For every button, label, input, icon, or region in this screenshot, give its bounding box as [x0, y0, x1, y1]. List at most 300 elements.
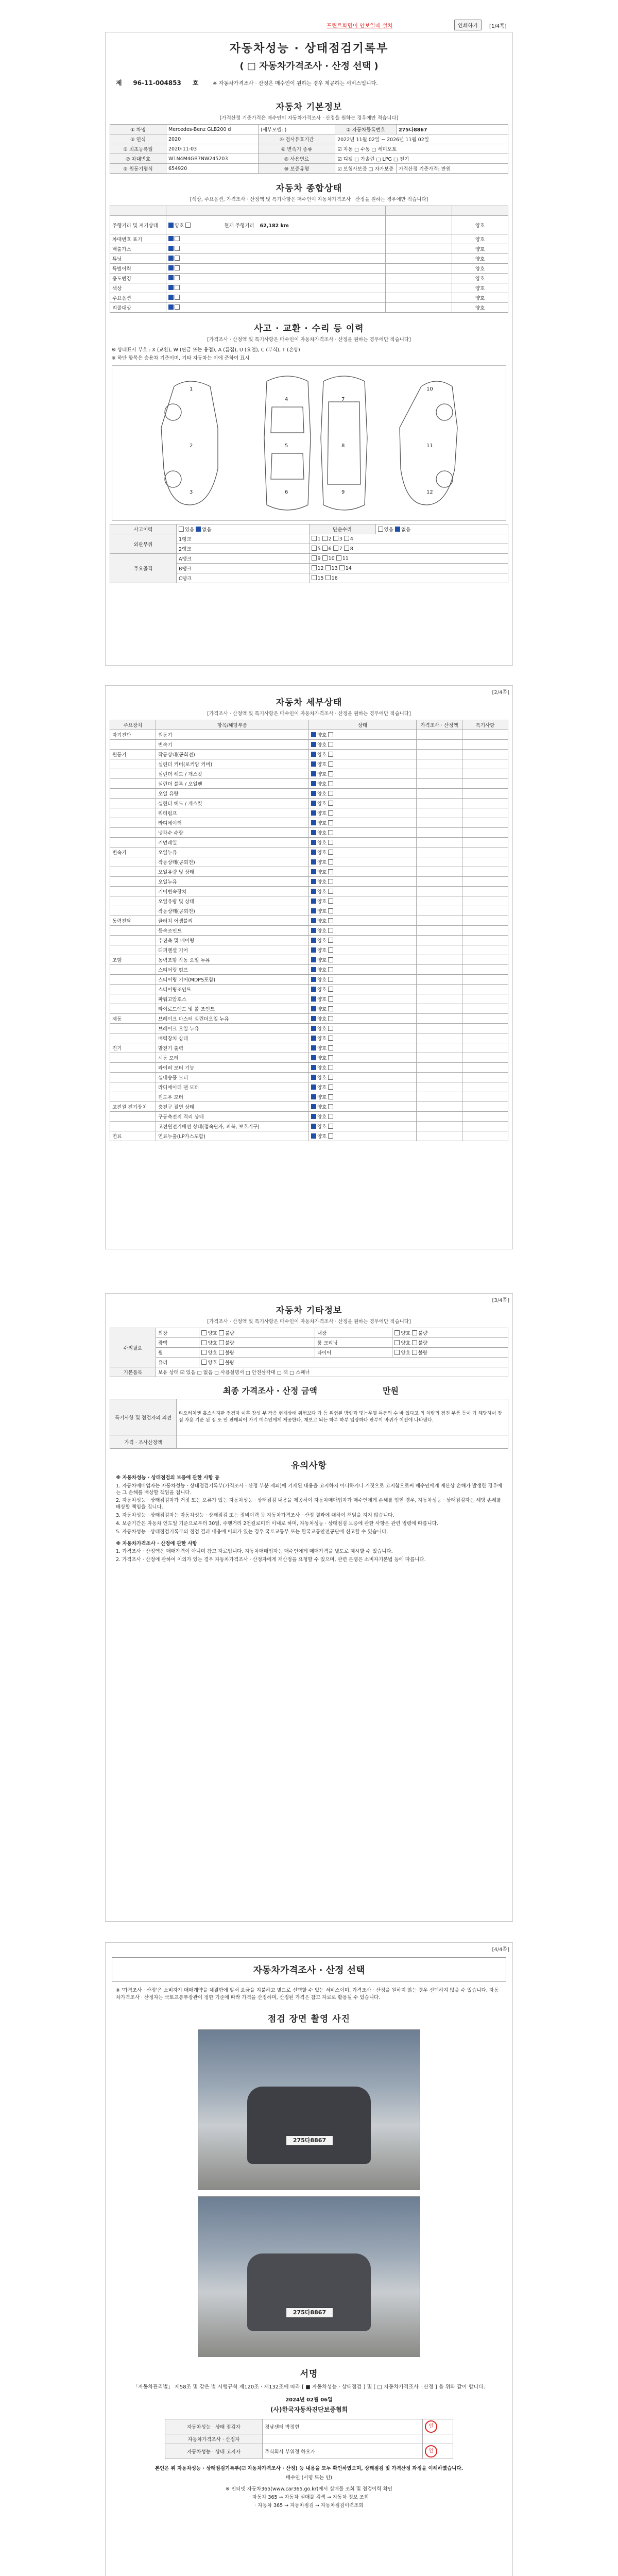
- ok-label: 양호: [317, 889, 327, 895]
- checkbox[interactable]: [311, 1124, 316, 1129]
- checkbox[interactable]: [168, 295, 174, 300]
- accident-title: 사고 · 교환 · 수리 등 이력: [254, 324, 364, 334]
- cell: [309, 1014, 417, 1024]
- cell: [166, 293, 386, 303]
- checkbox[interactable]: [311, 1016, 316, 1021]
- checkbox[interactable]: [328, 1036, 333, 1041]
- table-row: [110, 1082, 508, 1092]
- checkbox[interactable]: [328, 791, 333, 796]
- cell: [417, 965, 462, 975]
- checkbox[interactable]: [311, 820, 316, 825]
- ok-label: 양호: [317, 968, 327, 973]
- checkbox[interactable]: [311, 899, 316, 904]
- detail-title: 자동차 세부상태: [276, 698, 342, 708]
- checkbox[interactable]: [201, 1350, 207, 1355]
- checkbox[interactable]: [311, 1094, 316, 1099]
- checkbox[interactable]: [328, 1124, 333, 1129]
- cautions-title: 유의사항: [291, 1461, 327, 1471]
- ok-label: 양호: [317, 1134, 327, 1140]
- cell: [417, 1014, 462, 1024]
- checkbox[interactable]: [311, 1036, 316, 1041]
- table-row: [110, 1435, 508, 1449]
- cell: 양호 불량: [199, 1328, 315, 1338]
- cell: 연료누출(LP가스포함): [156, 1131, 309, 1141]
- diagram-label: 8: [341, 443, 345, 449]
- cell: [110, 1053, 156, 1063]
- table-row: [110, 524, 508, 534]
- ok-label: 양호: [317, 948, 327, 954]
- cell: 오일유량 및 상태: [156, 867, 309, 877]
- ok-label: 양호: [317, 850, 327, 856]
- cell: 양호 불량: [199, 1348, 315, 1358]
- checkbox[interactable]: [394, 1330, 400, 1335]
- cell: 스티어링 펌프: [156, 965, 309, 975]
- checkbox[interactable]: [311, 967, 316, 972]
- checkbox[interactable]: [322, 546, 328, 551]
- caution-item: 4. 보증기간은 자동차 인도일 기준으로부터 30일, 주행거리 2천킬로미터 이내로 하며, 자동차성능 · 상태점검 보증에 관한 사항은 관련 법령에 따릅니다.: [116, 1520, 438, 1527]
- cell: 변속기: [110, 848, 156, 857]
- checkbox[interactable]: [328, 879, 333, 884]
- cell: 양호 불량: [199, 1338, 315, 1348]
- checkbox[interactable]: [328, 928, 333, 933]
- ok-label: 양호: [317, 801, 327, 807]
- install-link[interactable]: 프린트화면이 안보일때 설치: [327, 23, 393, 29]
- cell: B랭크: [177, 564, 310, 573]
- checkbox[interactable]: [168, 236, 174, 241]
- checkbox[interactable]: [333, 536, 338, 541]
- cell: 사고이력: [110, 524, 177, 534]
- ok-label: 양호: [317, 1065, 327, 1071]
- cell: [417, 1053, 462, 1063]
- cell: 추진축 및 베어링: [156, 936, 309, 945]
- checkbox[interactable]: [339, 565, 345, 570]
- cell: 양호 불량: [392, 1328, 508, 1338]
- cell: [417, 906, 462, 916]
- checkbox[interactable]: [328, 810, 333, 816]
- ok-label: 양호: [317, 1026, 327, 1032]
- checkbox[interactable]: [312, 536, 317, 541]
- checkbox[interactable]: [336, 555, 341, 561]
- cell: [309, 789, 417, 799]
- checkbox[interactable]: [219, 1330, 224, 1335]
- checkbox[interactable]: [311, 1133, 316, 1139]
- cell: [110, 857, 156, 867]
- cell: [462, 740, 508, 750]
- column-header: 상태: [309, 720, 417, 730]
- checkbox[interactable]: [311, 879, 316, 884]
- checkbox[interactable]: [311, 1075, 316, 1080]
- checkbox[interactable]: [201, 1330, 207, 1335]
- cell: [462, 857, 508, 867]
- basic-info-title: 자동차 기본정보: [276, 102, 342, 112]
- checkbox[interactable]: [175, 275, 180, 280]
- cell: [309, 936, 417, 945]
- table-row: [165, 2419, 453, 2434]
- checkbox[interactable]: [219, 1350, 224, 1355]
- column-header: 가격조사 · 산정액: [417, 720, 462, 730]
- checkbox[interactable]: [328, 1045, 333, 1050]
- checkbox[interactable]: [328, 967, 333, 972]
- checkbox[interactable]: [168, 275, 174, 280]
- ok-label: 양호: [317, 938, 327, 944]
- print-button[interactable]: 인쇄하기: [454, 20, 482, 30]
- document-title: 자동차성능 · 상태점검기록부: [229, 42, 389, 55]
- ok-label: 양호: [317, 742, 327, 748]
- checkbox[interactable]: [168, 285, 174, 290]
- ok-label: 양호: [317, 879, 327, 885]
- checkbox[interactable]: [196, 527, 201, 532]
- checkbox[interactable]: [311, 850, 316, 855]
- checkbox[interactable]: [311, 742, 316, 747]
- page-3: [105, 1293, 513, 1922]
- checkbox[interactable]: [311, 947, 316, 953]
- cell: [110, 1082, 156, 1092]
- cell: 타이어: [315, 1348, 392, 1358]
- cell: 제동: [110, 1014, 156, 1024]
- checkbox[interactable]: [311, 732, 316, 737]
- cell: [417, 759, 462, 769]
- checkbox[interactable]: [311, 987, 316, 992]
- column-header: 항목/해당부품: [156, 720, 309, 730]
- cell: [166, 283, 386, 293]
- checkbox[interactable]: [328, 761, 333, 767]
- checkbox[interactable]: [311, 1065, 316, 1070]
- checkbox[interactable]: [311, 869, 316, 874]
- table-row: [110, 164, 508, 174]
- checkbox[interactable]: [311, 761, 316, 767]
- table-row: [110, 759, 508, 769]
- checkbox[interactable]: [322, 555, 328, 561]
- cell: [309, 1122, 417, 1131]
- cell: [417, 1073, 462, 1082]
- cell: [462, 936, 508, 945]
- cell: ⑥ 변속기 종류: [259, 144, 335, 154]
- cell: [417, 994, 462, 1004]
- checkbox[interactable]: [328, 859, 333, 865]
- cell: [462, 975, 508, 985]
- cell: [462, 877, 508, 887]
- checkbox[interactable]: [328, 840, 333, 845]
- checkbox[interactable]: [328, 947, 333, 953]
- checkbox[interactable]: [168, 304, 174, 310]
- checkbox[interactable]: [322, 536, 328, 541]
- caution-item: 5. 자동차성능 · 상태점검기록부의 점검 결과 내용에 이의가 있는 경우 국토교통부 또는 한국교통안전공단에 신고할 수 있습니다.: [116, 1529, 388, 1535]
- checkbox[interactable]: [328, 869, 333, 874]
- ok-label: 양호: [317, 772, 327, 777]
- cell: [309, 1053, 417, 1063]
- checkbox[interactable]: [179, 527, 184, 532]
- checkbox[interactable]: [311, 781, 316, 786]
- cell: [417, 1102, 462, 1112]
- cell: [110, 838, 156, 848]
- cell: [417, 1092, 462, 1102]
- checkbox[interactable]: [328, 1084, 333, 1090]
- table-row: [110, 1399, 508, 1435]
- checkbox[interactable]: [175, 285, 180, 290]
- cell: 라디에이터: [156, 818, 309, 828]
- page-4: [105, 1942, 513, 2576]
- cell: 차대번호 표기: [110, 234, 166, 244]
- cell: 가격 · 조사산정액: [110, 1435, 177, 1449]
- cell: [110, 1024, 156, 1033]
- cell: [309, 916, 417, 926]
- checkbox[interactable]: [168, 246, 174, 251]
- checkbox[interactable]: [312, 565, 317, 570]
- cell: 클러치 어셈블리: [156, 916, 309, 926]
- checkbox[interactable]: [328, 850, 333, 855]
- checkbox[interactable]: [328, 918, 333, 923]
- cell: [462, 945, 508, 955]
- checkbox[interactable]: [328, 742, 333, 747]
- table-row: [110, 818, 508, 828]
- cell: 단순수리: [309, 524, 375, 534]
- ok-label: 양호: [175, 223, 184, 229]
- final-price-unit: 만원: [383, 1386, 399, 1396]
- checkbox[interactable]: [311, 1026, 316, 1031]
- checkbox[interactable]: [328, 1075, 333, 1080]
- checkbox[interactable]: [328, 732, 333, 737]
- table-row: [110, 799, 508, 808]
- cell: 윈도우 모터: [156, 1092, 309, 1102]
- checkbox[interactable]: [168, 256, 174, 261]
- table-row: [110, 867, 508, 877]
- checkbox[interactable]: [328, 1026, 333, 1031]
- checkbox[interactable]: [311, 771, 316, 776]
- cell: 스티어링 기어(MDPS포함): [156, 975, 309, 985]
- checkbox[interactable]: [175, 265, 180, 270]
- checkbox[interactable]: [328, 996, 333, 1002]
- cell: [309, 857, 417, 867]
- checkbox[interactable]: [185, 223, 191, 228]
- checkbox[interactable]: [201, 1360, 207, 1365]
- table-row: [110, 1063, 508, 1073]
- cell: [166, 234, 386, 244]
- table-row: [110, 838, 508, 848]
- cell: [417, 985, 462, 994]
- signature-date: 2024년 02월 06일: [285, 2397, 333, 2403]
- checkbox[interactable]: [328, 1104, 333, 1109]
- checkbox[interactable]: [311, 938, 316, 943]
- checkbox[interactable]: [328, 1016, 333, 1021]
- cell: 스티어링조인트: [156, 985, 309, 994]
- checkbox[interactable]: [311, 1045, 316, 1050]
- ok-label: 양호: [317, 1056, 327, 1061]
- checkbox[interactable]: [328, 820, 333, 825]
- checkbox[interactable]: [412, 1340, 417, 1345]
- other-title: 자동차 기타정보: [276, 1306, 342, 1316]
- checkbox[interactable]: [328, 1114, 333, 1119]
- checkbox[interactable]: [328, 781, 333, 786]
- checkbox[interactable]: [328, 908, 333, 913]
- table-row: [110, 1024, 508, 1033]
- checkbox[interactable]: [328, 771, 333, 776]
- checkbox[interactable]: [328, 1094, 333, 1099]
- checkbox[interactable]: [175, 304, 180, 310]
- checkbox[interactable]: [394, 1350, 400, 1355]
- checkbox[interactable]: [312, 555, 317, 561]
- caution-item: 1. 자동차매매업자는 자동차성능 · 상태점검기록부(가격조사 · 산정 부분 제외)에 기재된 내용을 고지하지 아니하거나 거짓으로 고지함으로써 매수인에게 재산상 손해가 발생한 경우에는 그 손해를 배상할 책임을 집니다.: [116, 1483, 502, 1496]
- cell: [462, 1073, 508, 1082]
- checkbox[interactable]: [311, 908, 316, 913]
- table-row: [110, 1112, 508, 1122]
- cell: [110, 906, 156, 916]
- checkbox[interactable]: [175, 295, 180, 300]
- checkbox[interactable]: [328, 938, 333, 943]
- cell: [110, 818, 156, 828]
- cell: [417, 779, 462, 789]
- cell: [462, 994, 508, 1004]
- checkbox[interactable]: [168, 223, 174, 228]
- caution-item: 1. 가격조사 · 산정액은 매매가격이 아니며 참고 자료입니다. 자동차매매업자는 매수인에게 매매가격을 별도로 제시할 수 있습니다.: [116, 1549, 393, 1555]
- checkbox[interactable]: [328, 1065, 333, 1070]
- checkbox[interactable]: [175, 256, 180, 261]
- cell: 커먼레일: [156, 838, 309, 848]
- checkbox[interactable]: [311, 957, 316, 962]
- checkbox[interactable]: [311, 840, 316, 845]
- checkbox[interactable]: [311, 1006, 316, 1011]
- ok-label: 양호: [317, 928, 327, 934]
- checkbox[interactable]: [311, 801, 316, 806]
- table-row: [110, 1131, 508, 1141]
- checkbox[interactable]: [412, 1350, 417, 1355]
- cell: 2랭크: [177, 544, 310, 554]
- cell: ⑨ 원동기형식: [110, 164, 166, 174]
- inspection-photo-rear: [198, 2029, 420, 2190]
- checkbox[interactable]: [328, 1055, 333, 1060]
- checkbox[interactable]: [219, 1340, 224, 1345]
- repair-value: 없음: [401, 527, 411, 533]
- checkbox[interactable]: [325, 565, 331, 570]
- checkbox[interactable]: [312, 575, 317, 580]
- seal-stamp: 인: [425, 2420, 437, 2433]
- checkbox[interactable]: [394, 1340, 400, 1345]
- checkbox[interactable]: [328, 957, 333, 962]
- checkbox[interactable]: [175, 246, 180, 251]
- checkbox[interactable]: [328, 801, 333, 806]
- diagram-label: 1: [190, 386, 193, 392]
- cell: [462, 779, 508, 789]
- checkbox[interactable]: [328, 1133, 333, 1139]
- cell: [462, 1024, 508, 1033]
- checkbox[interactable]: [311, 1104, 316, 1109]
- cell: [462, 1014, 508, 1024]
- cell: [110, 867, 156, 877]
- doc-number-suffix: 호: [192, 79, 199, 87]
- cell: [110, 779, 156, 789]
- checkbox[interactable]: [168, 265, 174, 270]
- table-row: [110, 216, 508, 234]
- caution-item: 3. 자동차성능 · 상태점검자는 자동차성능 · 상태점검 또는 정비이력 등 자동차가격조사 · 산정 결과에 대하여 책임을 지지 않습니다.: [116, 1513, 394, 1519]
- cell: [462, 818, 508, 828]
- cell: 특별이력: [110, 264, 166, 274]
- cell: [110, 759, 156, 769]
- cell: 경남센터 박정현: [263, 2419, 423, 2434]
- cell: 양호: [452, 303, 508, 313]
- cell: [462, 1122, 508, 1131]
- cell: [386, 264, 452, 274]
- checkbox[interactable]: [311, 810, 316, 816]
- cell: [309, 1063, 417, 1073]
- checkbox[interactable]: [311, 1055, 316, 1060]
- checkbox[interactable]: [325, 575, 331, 580]
- cell: [462, 1043, 508, 1053]
- checkbox[interactable]: [344, 536, 349, 541]
- ok-label: 양호: [317, 733, 327, 738]
- cell: [462, 916, 508, 926]
- checkbox[interactable]: [312, 546, 317, 551]
- checkbox[interactable]: [311, 928, 316, 933]
- cell: [462, 828, 508, 838]
- checkbox[interactable]: [311, 1084, 316, 1090]
- ok-label: 양호: [317, 899, 327, 905]
- checkbox[interactable]: [412, 1330, 417, 1335]
- top-bar: [105, 19, 513, 32]
- checkbox[interactable]: [328, 1006, 333, 1011]
- cell: [417, 955, 462, 965]
- checkbox[interactable]: [311, 1114, 316, 1119]
- checkbox[interactable]: [311, 977, 316, 982]
- checkbox[interactable]: [311, 996, 316, 1002]
- cell: [462, 848, 508, 857]
- cell: [462, 926, 508, 936]
- cell: [462, 769, 508, 779]
- checkbox[interactable]: [311, 791, 316, 796]
- cell: 외판부위: [110, 534, 177, 554]
- cell: [462, 1033, 508, 1043]
- checkbox[interactable]: [311, 918, 316, 923]
- cell: 동력조향 작동 오일 누유: [156, 955, 309, 965]
- cell: 오일누유: [156, 877, 309, 887]
- checkbox[interactable]: [328, 987, 333, 992]
- checkbox[interactable]: [201, 1340, 207, 1345]
- checkbox[interactable]: [311, 859, 316, 865]
- checkbox[interactable]: [311, 889, 316, 894]
- checkbox[interactable]: [219, 1360, 224, 1365]
- checkbox[interactable]: [328, 830, 333, 835]
- cell: 자동차가격조사 · 산정자: [165, 2434, 263, 2444]
- cell: 자동차성능 · 상태 고지자: [165, 2444, 263, 2459]
- checkbox[interactable]: [344, 546, 349, 551]
- checkbox[interactable]: [378, 527, 383, 532]
- cell: [423, 2444, 453, 2459]
- checkbox[interactable]: [395, 527, 400, 532]
- cell: 발전기 출력: [156, 1043, 309, 1053]
- table-row: [110, 125, 508, 134]
- cell: ⑩ 보증유형: [259, 164, 335, 174]
- checkbox[interactable]: [311, 830, 316, 835]
- checkbox[interactable]: [311, 752, 316, 757]
- checkbox[interactable]: [328, 889, 333, 894]
- checkbox[interactable]: [333, 546, 338, 551]
- cell: 브레이크 마스터 실린더오일 누유: [156, 1014, 309, 1024]
- cell: 자기진단: [110, 730, 156, 740]
- cell: 워터펌프: [156, 808, 309, 818]
- cell: 시동 모터: [156, 1053, 309, 1063]
- checkbox[interactable]: [175, 236, 180, 241]
- checkbox[interactable]: [328, 977, 333, 982]
- overall-sub: [색상, 주요옵션, 가격조사 · 산정액 및 특기사항은 매수인이 자동차가격조사 · 산정을 원하는 경우에만 적습니다]: [190, 197, 428, 202]
- checkbox[interactable]: [328, 752, 333, 757]
- page-2: [105, 685, 513, 1249]
- table-row: [110, 789, 508, 799]
- photos-title: 점검 장면 촬영 사진: [267, 2013, 351, 2024]
- license-plate: 275다8867: [286, 2136, 333, 2146]
- checkbox[interactable]: [328, 899, 333, 904]
- cautions-head-1: ※ 자동차성능 · 상태점검의 보증에 관한 사항 등: [116, 1475, 220, 1481]
- cell: [309, 1112, 417, 1122]
- table-row: [110, 994, 508, 1004]
- cell: 실린더 블록 / 오일팬: [156, 779, 309, 789]
